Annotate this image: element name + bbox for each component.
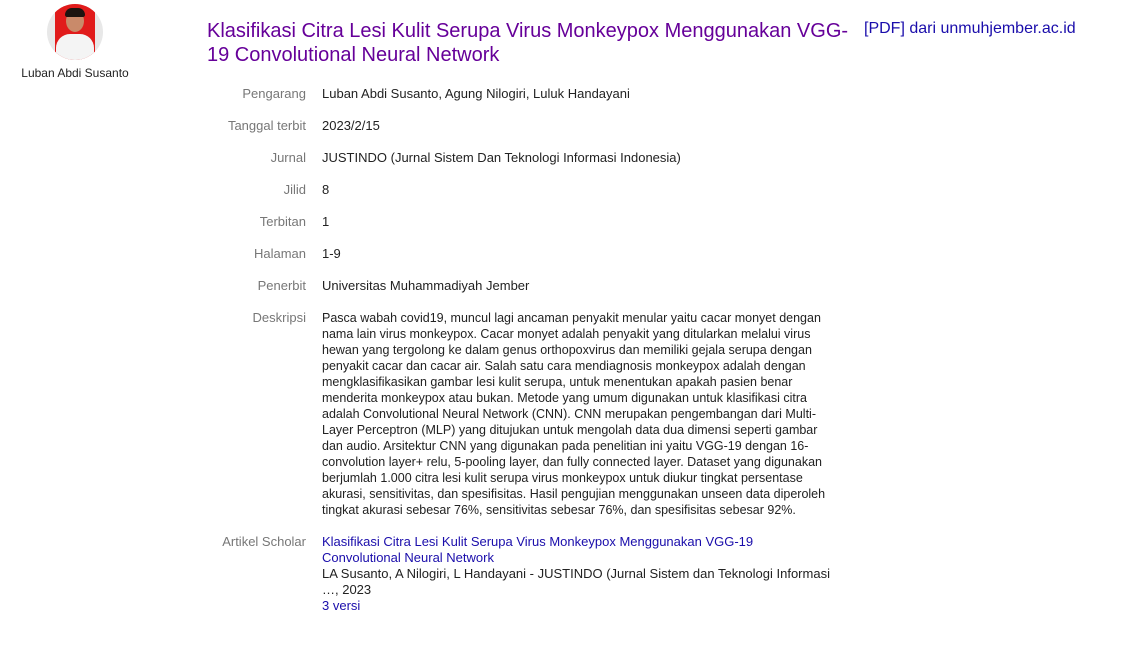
pdf-link[interactable]: [PDF] dari unmuhjember.ac.id [864, 20, 1076, 37]
field-authors [0, 86, 1126, 102]
field-volume [0, 182, 1126, 198]
scholar-article-meta: LA Susanto, A Nilogiri, L Handayani - JUSTINDO (Jurnal Sistem dan Teknologi Informasi …, 2023 [322, 566, 830, 597]
field-description [0, 310, 1126, 518]
article-fields [0, 86, 1126, 630]
field-issue [0, 214, 1126, 230]
author-block [10, 4, 140, 80]
field-publisher [0, 278, 1126, 294]
field-value: 1-9 [322, 246, 341, 261]
field-scholar [0, 534, 1126, 614]
description-text: Pasca wabah covid19, muncul lagi ancaman penyakit menular yaitu cacar monyet dengan nama lain virus monkeypox. Cacar monyet adalah penyakit yang ditularkan melalui virus hewan yang tergolong ke dalam genus orthopoxvirus dan memiliki gejala serupa dengan penyakit cacar dan cacar air. Salah satu cara mendiagnosis monkeypox adalah dengan mengklasifikasikan gambar lesi kulit serupa, untuk menentukan apakah pasien benar menderita monkeypox atau bukan. Metode yang umum digunakan untuk klasifikasi citra adalah Convolutional Neural Network (CNN). CNN merupakan pengembangan dari Multi-Layer Perceptron (MLP) yang ditujukan untuk mengolah data dua dimensi seperti gambar dan audio. Arsitektur CNN yang digunakan pada penelitian ini yaitu VGG-19 dengan 16-convolution layer+ relu, 5-pooling layer, dan fully connected layer. Dataset yang digunakan berjumlah 1.000 citra lesi kulit serupa virus monkeypox untuk diukur tingkat persentase akurasi, sensitivitas, dan spesifisitas. Hasil pengujian menggunakan unseen data diperoleh tingkat akurasi sebesar 76%, sensitivitas sebesar 76%, dan spesifisitas sebesar 92%. [322, 311, 826, 517]
scholar-entry [322, 534, 832, 614]
field-label: Penerbit [257, 278, 306, 293]
field-label: Pengarang [242, 86, 306, 101]
field-label: Tanggal terbit [227, 118, 306, 133]
field-label: Halaman [253, 246, 306, 261]
field-label: Jurnal [270, 150, 306, 165]
field-journal [0, 150, 1126, 166]
field-pages [0, 246, 1126, 262]
field-label: Artikel Scholar [222, 534, 306, 549]
field-label: Terbitan [259, 214, 306, 229]
field-value: Universitas Muhammadiyah Jember [322, 278, 530, 293]
field-value: 1 [322, 214, 330, 229]
avatar[interactable] [47, 4, 103, 60]
versions-link[interactable]: 3 versi [322, 598, 361, 613]
field-value: Luban Abdi Susanto, Agung Nilogiri, Luluk Handayani [322, 86, 630, 101]
scholar-article-link[interactable]: Klasifikasi Citra Lesi Kulit Serupa Virus Monkeypox Menggunakan VGG-19 Convolutional Neural Network [322, 534, 754, 565]
field-value: 2023/2/15 [322, 118, 380, 133]
field-label: Deskripsi [252, 310, 306, 325]
field-label: Jilid [283, 182, 306, 197]
field-date [0, 118, 1126, 134]
author-name[interactable]: Luban Abdi Susanto [21, 66, 129, 80]
article-title[interactable]: Klasifikasi Citra Lesi Kulit Serupa Virus Monkeypox Menggunakan VGG-19 Convolutional Neural Network [207, 20, 849, 66]
field-value: JUSTINDO (Jurnal Sistem Dan Teknologi Informasi Indonesia) [322, 150, 681, 165]
field-value: 8 [322, 182, 330, 197]
